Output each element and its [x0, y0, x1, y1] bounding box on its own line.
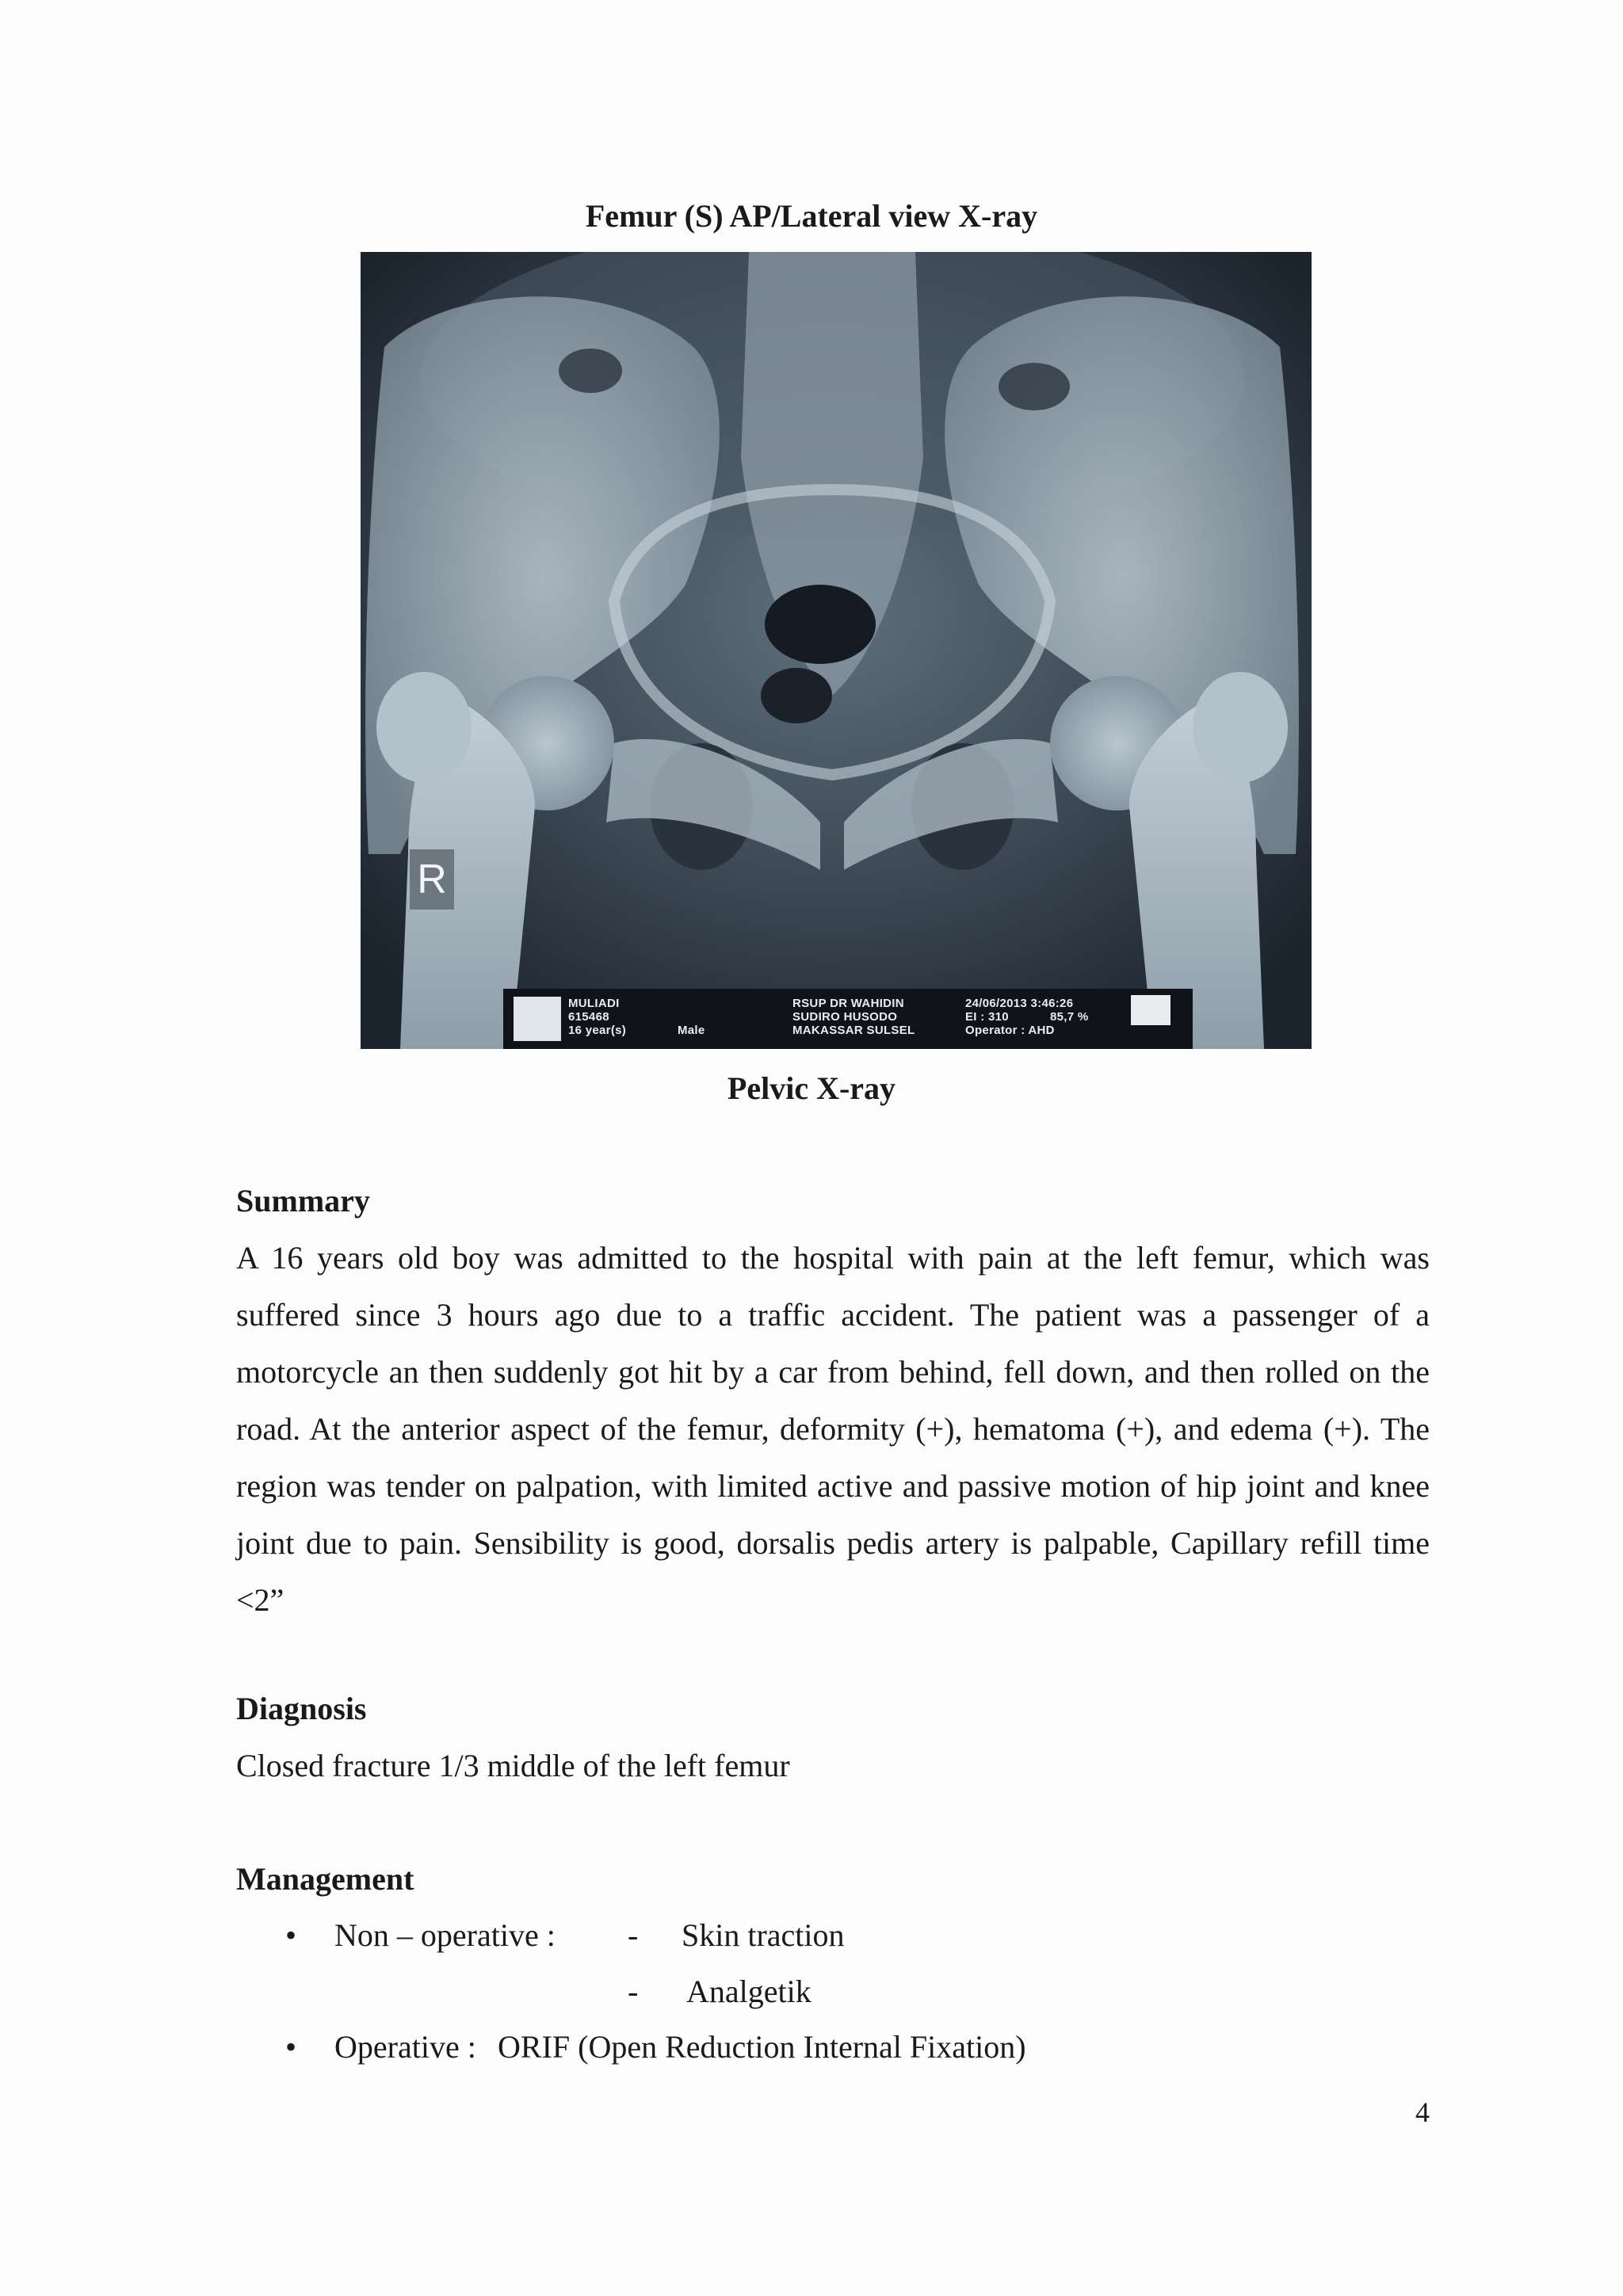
dash-item-1: -	[628, 1917, 639, 1953]
page-number: 4	[1415, 2096, 1430, 2128]
non-operative-label: Non – operative :	[334, 1917, 556, 1953]
summary-text: A 16 years old boy was admitted to the hospital with pain at the left femur, which was suffered since 3 hours ago due to a traffic accident. The patient was a passenger of a motorcycle an then suddenly got hit by a car from behind, fell down, and then rolled on the road. At the anterior aspect of the femur, deformity (+), hematoma (+), and edema (+). The region was tender on palpation, with limited active and passive motion of hip joint and knee joint due to pain. Sensibility is good, dorsalis pedis artery is palpable, Capillary refill time <2”	[236, 1240, 1430, 1618]
dash-item-2: -	[628, 1974, 639, 2009]
summary-heading: Summary	[236, 1183, 370, 1219]
xray-datetime: 24/06/2013 3:46:26	[965, 997, 1074, 1010]
xray-patient-id: 615468	[568, 1010, 609, 1024]
caption-bottom: Pelvic X-ray	[727, 1070, 896, 1106]
operative-text: ORIF (Open Reduction Internal Fixation)	[498, 2029, 1026, 2065]
non-operative-item-skin-traction: Skin traction	[682, 1917, 845, 1953]
xray-operator: Operator : AHD	[965, 1024, 1055, 1037]
xray-percentage: 85,7 %	[1050, 1010, 1089, 1024]
xray-brand-sticker	[1131, 995, 1170, 1025]
caption-top: Femur (S) AP/Lateral view X-ray	[585, 198, 1038, 234]
pelvic-xray-image	[353, 252, 1312, 1049]
diagnosis-heading: Diagnosis	[236, 1691, 367, 1726]
xray-patient-age: 16 year(s)	[568, 1024, 627, 1037]
non-operative-item-analgetik: Analgetik	[686, 1974, 812, 2009]
management-heading: Management	[236, 1861, 414, 1897]
hospital-logo	[514, 997, 561, 1041]
bullet-operative: •	[285, 2029, 297, 2065]
diagnosis-text: Closed fracture 1/3 middle of the left femur	[236, 1748, 790, 1783]
xray-patient-sex: Male	[678, 1024, 705, 1037]
xray-hospital-line-1: RSUP DR WAHIDIN	[792, 997, 904, 1010]
operative-label: Operative :	[334, 2029, 476, 2065]
xray-patient-name: MULIADI	[568, 997, 620, 1010]
xray-hospital-line-3: MAKASSAR SULSEL	[792, 1024, 915, 1037]
xray-hospital-line-2: SUDIRO HUSODO	[792, 1010, 898, 1024]
xray-graphic	[353, 252, 1312, 1049]
bullet-non-operative: •	[285, 1917, 297, 1953]
xray-exposure-index: EI : 310	[965, 1010, 1009, 1024]
side-marker-r: R	[410, 849, 454, 910]
